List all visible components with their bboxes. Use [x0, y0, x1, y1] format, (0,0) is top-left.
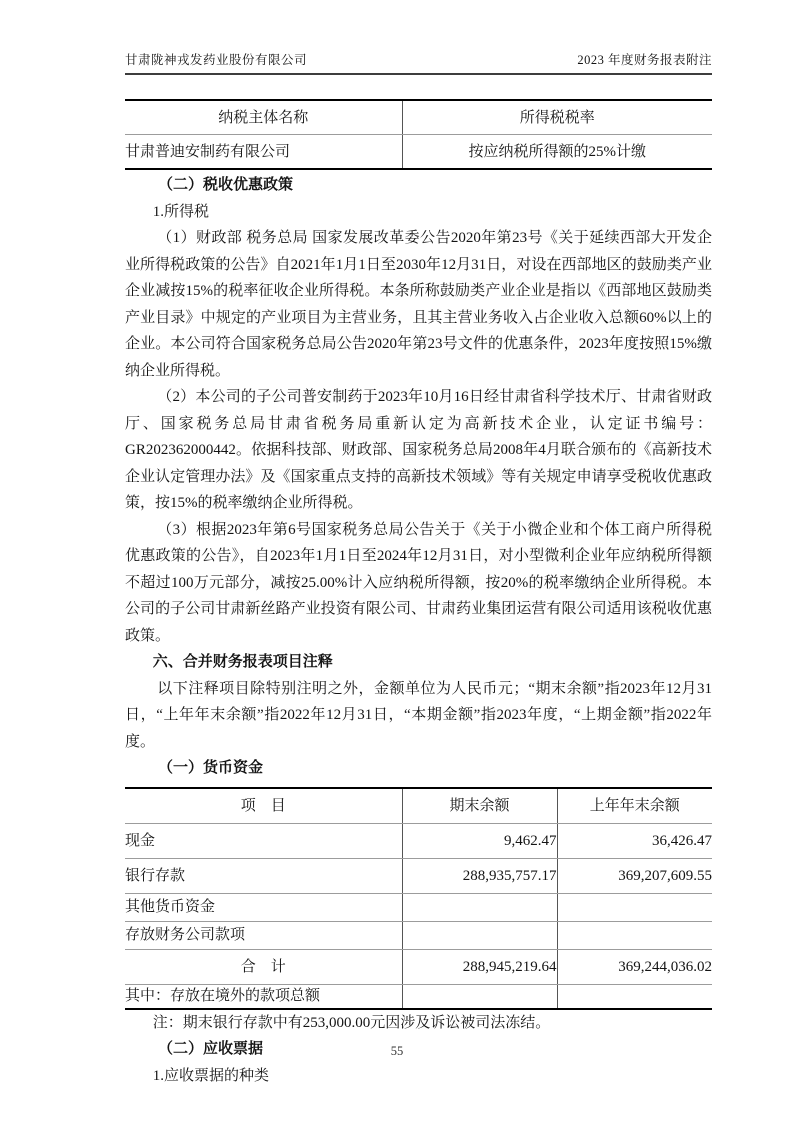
tax-table-header-row	[125, 100, 712, 135]
header-company-name: 甘肃陇神戎发药业股份有限公司	[125, 53, 308, 67]
table-row-overseas-deposits	[125, 984, 712, 1009]
prior-year-balance-cell: 369,207,609.55	[557, 858, 712, 893]
item-cell: 现金	[125, 823, 402, 858]
ending-balance-cell	[402, 893, 557, 921]
paragraph-income-tax-2: （2）本公司的子公司普安制药于2023年10月16日经甘肃省科学技术厅、甘肃省财政厅、国家税务总局甘肃省税务局重新认定为高新技术企业，认定证书编号：GR202362000442。依据科技部、财政部、国家税务总局2008年4月联合颁布的《高新技术企业认定管理办法》及《国家重点支持的高新技术领域》等有关规定申请享受税收优惠政策，按15%的税率缴纳企业所得税。	[125, 389, 712, 511]
prior-year-balance-cell: 36,426.47	[557, 823, 712, 858]
paragraph-notes-intro: 以下注释项目除特别注明之外，金额单位为人民币元；“期末余额”指2023年12月31日，“上年年末余额”指2022年12月31日，“本期金额”指2023年度，“上期金额”指2022年度。	[125, 680, 712, 750]
prior-year-balance-cell: 369,244,036.02	[557, 949, 712, 984]
ending-balance-cell	[402, 921, 557, 949]
page-number: 55	[390, 1044, 404, 1058]
table-row-total	[125, 949, 712, 984]
page-body	[125, 99, 712, 1089]
prior-year-balance-cell	[557, 984, 712, 1009]
section-heading-tax-incentives: （二）税收优惠政策	[158, 177, 294, 193]
paragraph-income-tax-1: （1）财政部 税务总局 国家发展改革委公告2020年第23号《关于延续西部大开发企业所得税政策的公告》自2021年1月1日至2030年12月31日，对设在西部地区的鼓励类产业企业减按15%的税率征收企业所得税。本条所称鼓励类产业企业是指以《西部地区鼓励类产业目录》中规定的产业项目为主营业务，且其主营业务收入占企业收入总额60%以上的企业。本公司符合国家税务总局公告2020年第23号文件的优惠条件，2023年度按照15%缴纳企业所得税。	[125, 230, 712, 379]
header-doc-title: 2023 年度财务报表附注	[577, 53, 712, 67]
subheading-receivable-types: 1.应收票据的种类	[152, 1067, 270, 1084]
ending-balance-cell: 9,462.47	[402, 823, 557, 858]
ending-balance-cell	[402, 984, 557, 1009]
section-heading-monetary-funds: （一）货币资金	[158, 760, 264, 776]
tax-table-header-rate: 所得税税率	[402, 100, 712, 135]
tax-rate-table	[125, 99, 712, 170]
ending-balance-cell: 288,935,757.17	[402, 858, 557, 893]
subheading-income-tax: 1.所得税	[152, 203, 210, 220]
monetary-funds-note: 注：期末银行存款中有253,000.00元因涉及诉讼被司法冻结。	[152, 1014, 551, 1031]
monetary-header-prior-year-balance: 上年年末余额	[557, 788, 712, 824]
section-heading-consolidated-notes: 六、合并财务报表项目注释	[152, 654, 333, 670]
monetary-header-item: 项 目	[125, 788, 402, 824]
total-label-cell: 合 计	[125, 949, 402, 984]
table-row-bank-deposits	[125, 858, 712, 893]
monetary-header-ending-balance: 期末余额	[402, 788, 557, 824]
table-row-other-monetary-funds	[125, 893, 712, 921]
tax-table-header-entity: 纳税主体名称	[125, 100, 402, 135]
tax-entity-cell: 甘肃普迪安制药有限公司	[125, 143, 291, 160]
monetary-table-header-row	[125, 788, 712, 824]
item-cell: 存放财务公司款项	[125, 921, 402, 949]
running-header	[125, 50, 712, 75]
ending-balance-cell: 288,945,219.64	[402, 949, 557, 984]
table-row-cash	[125, 823, 712, 858]
prior-year-balance-cell	[557, 893, 712, 921]
page-footer	[0, 1044, 794, 1059]
item-cell: 银行存款	[125, 858, 402, 893]
monetary-funds-table	[125, 787, 712, 1010]
item-cell: 其他货币资金	[125, 893, 402, 921]
item-cell: 其中：存放在境外的款项总额	[125, 988, 321, 1004]
section-heading-notes-receivable: （二）应收票据	[158, 1041, 264, 1057]
tax-rate-cell: 按应纳税所得额的25%计缴	[402, 135, 712, 170]
prior-year-balance-cell	[557, 921, 712, 949]
paragraph-income-tax-3: （3）根据2023年第6号国家税务总局公告关于《关于小微企业和个体工商户所得税优惠政策的公告》，自2023年1月1日至2024年12月31日，对小型微利企业年应纳税所得额不超过100万元部分，减按25.00%计入应纳税所得额，按20%的税率缴纳企业所得税。本公司的子公司甘肃新丝路产业投资有限公司、甘肃药业集团运营有限公司适用该税收优惠政策。	[125, 521, 712, 644]
table-row	[125, 135, 712, 170]
table-row-deposits-finance-company	[125, 921, 712, 949]
